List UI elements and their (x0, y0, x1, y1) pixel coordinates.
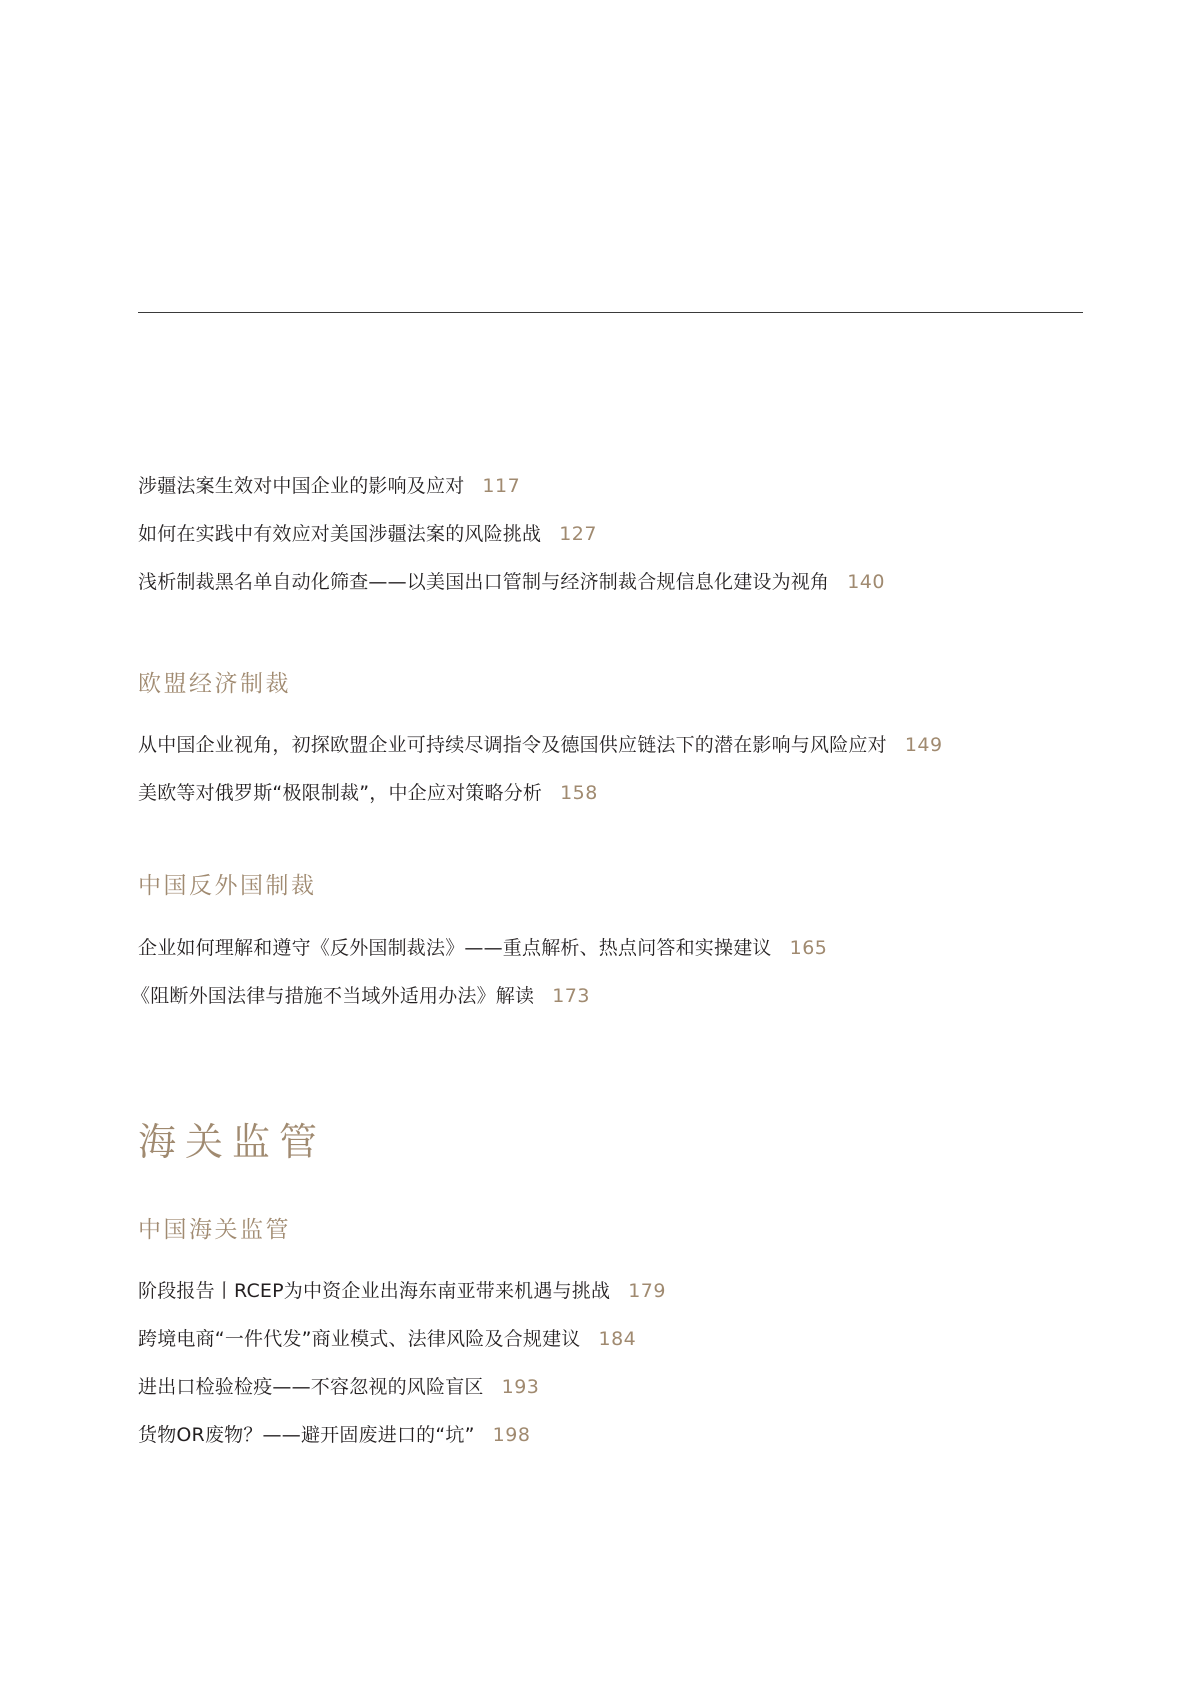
toc-entry-page: 193 (501, 1376, 540, 1398)
toc-entry[interactable] (138, 1324, 636, 1354)
toc-entry[interactable] (138, 730, 943, 760)
subsection-heading-china-customs: 中国海关监管 (138, 1217, 291, 1243)
toc-entry-page: 165 (789, 937, 828, 959)
toc-entry[interactable] (138, 471, 520, 501)
toc-entry-title: 《阻断外国法律与措施不当域外适用办法》解读 (131, 985, 535, 1007)
toc-entry-page: 127 (559, 523, 597, 545)
toc-entry-title: 浅析制裁黑名单自动化筛查——以美国出口管制与经济制裁合规信息化建设为视角 (138, 571, 830, 593)
toc-entry[interactable] (131, 981, 590, 1011)
toc-entry[interactable] (138, 519, 597, 549)
toc-entry-title: 货物OR废物？——避开固废进口的“坑” (138, 1424, 475, 1446)
top-divider (138, 312, 1083, 313)
toc-entry-page: 149 (904, 734, 943, 756)
toc-entry[interactable] (138, 567, 885, 597)
toc-entry-title: 涉疆法案生效对中国企业的影响及应对 (138, 475, 465, 497)
toc-entry-page: 117 (482, 475, 521, 497)
toc-entry-page: 198 (492, 1424, 531, 1446)
toc-entry-page: 158 (560, 782, 598, 804)
subsection-heading-eu-sanctions: 欧盟经济制裁 (138, 671, 291, 697)
toc-entry-page: 140 (847, 571, 885, 593)
toc-entry[interactable] (138, 1372, 539, 1402)
toc-entry-page: 179 (628, 1280, 666, 1302)
toc-entry-title: 跨境电商“一件代发”商业模式、法律风险及合规建议 (138, 1328, 581, 1350)
toc-entry[interactable] (138, 1420, 530, 1450)
toc-entry-title: 阶段报告丨RCEP为中资企业出海东南亚带来机遇与挑战 (138, 1280, 611, 1302)
toc-entry[interactable] (138, 1276, 666, 1306)
toc-entry-title: 从中国企业视角，初探欧盟企业可持续尽调指令及德国供应链法下的潜在影响与风险应对 (138, 734, 887, 756)
toc-entry-page: 173 (552, 985, 590, 1007)
toc-entry-title: 进出口检验检疫——不容忽视的风险盲区 (138, 1376, 484, 1398)
toc-entry-title: 如何在实践中有效应对美国涉疆法案的风险挑战 (138, 523, 542, 545)
subsection-heading-china-anti-sanctions: 中国反外国制裁 (138, 873, 317, 899)
toc-entry[interactable] (138, 778, 598, 808)
toc-entry-title: 美欧等对俄罗斯“极限制裁”，中企应对策略分析 (138, 782, 543, 804)
toc-entry[interactable] (138, 933, 827, 963)
toc-entry-title: 企业如何理解和遵守《反外国制裁法》——重点解析、热点问答和实操建议 (138, 937, 772, 959)
section-title-customs: 海关监管 (138, 1120, 327, 1164)
toc-entry-page: 184 (598, 1328, 637, 1350)
